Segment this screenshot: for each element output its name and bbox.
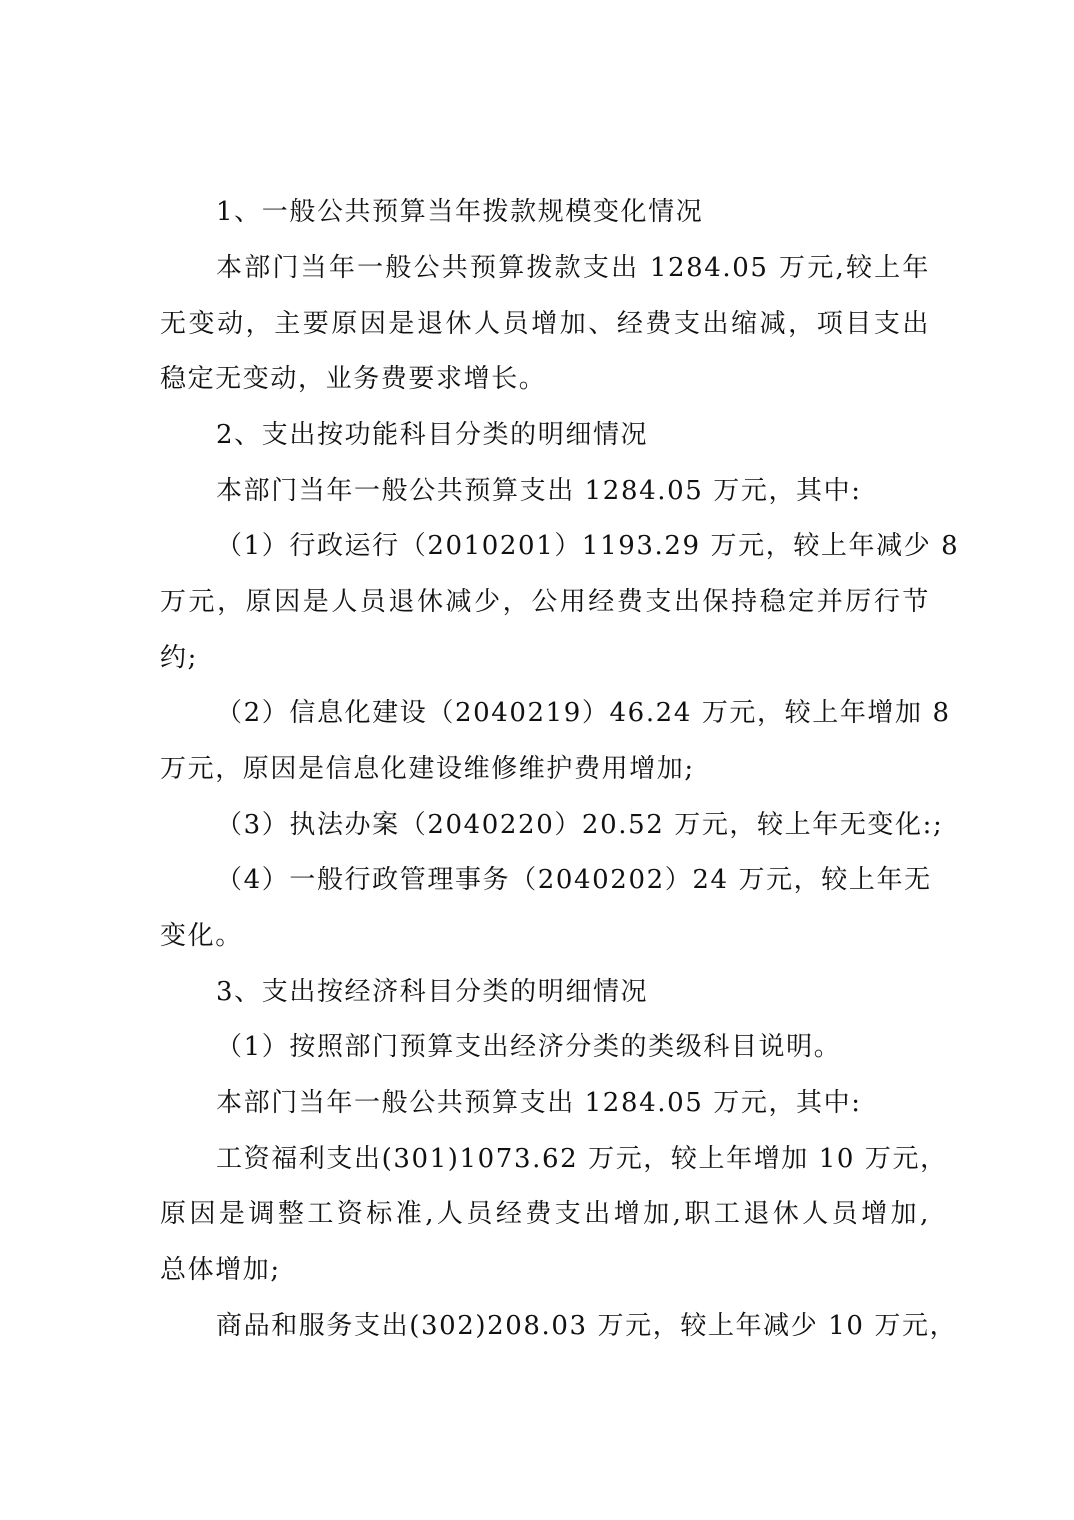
list-item-line: （4）一般行政管理事务（2040202）24 万元，较上年无	[216, 865, 932, 895]
paragraph-line: 无变动，主要原因是退休人员增加、经费支出缩减，项目支出	[160, 309, 930, 339]
paragraph-line: 稳定无变动，业务费要求增长。	[160, 364, 547, 394]
paragraph-line: 商品和服务支出(302)208.03 万元，较上年减少 10 万元，	[216, 1311, 958, 1341]
list-item-line: （3）执法办案（2040220）20.52 万元，较上年无变化:;	[216, 810, 944, 840]
list-item-line: （1）行政运行（2010201）1193.29 万元，较上年减少 8	[216, 531, 960, 561]
list-item-line: 万元，原因是人员退休减少，公用经费支出保持稳定并厉行节	[160, 587, 930, 617]
heading-budget-scale-change: 1、一般公共预算当年拨款规模变化情况	[216, 197, 704, 227]
list-item-line: 变化。	[160, 921, 243, 951]
heading-functional-classification: 2、支出按功能科目分类的明细情况	[216, 420, 649, 450]
list-item-line: 约;	[160, 643, 198, 673]
heading-economic-classification: 3、支出按经济科目分类的明细情况	[216, 977, 649, 1007]
list-item-line: （1）按照部门预算支出经济分类的类级科目说明。	[216, 1032, 842, 1062]
paragraph-line: 工资福利支出(301)1073.62 万元，较上年增加 10 万元，	[216, 1144, 948, 1174]
paragraph-line: 原因是调整工资标准,人员经费支出增加,职工退休人员增加,	[160, 1199, 930, 1229]
paragraph-line: 本部门当年一般公共预算支出 1284.05 万元，其中:	[216, 1088, 862, 1118]
paragraph-line: 本部门当年一般公共预算支出 1284.05 万元，其中:	[216, 476, 862, 506]
list-item-line: （2）信息化建设（2040219）46.24 万元，较上年增加 8	[216, 698, 951, 728]
paragraph-line: 总体增加;	[160, 1255, 281, 1285]
paragraph-line: 本部门当年一般公共预算拨款支出 1284.05 万元,较上年	[216, 253, 930, 283]
list-item-line: 万元，原因是信息化建设维修维护费用增加;	[160, 754, 695, 784]
